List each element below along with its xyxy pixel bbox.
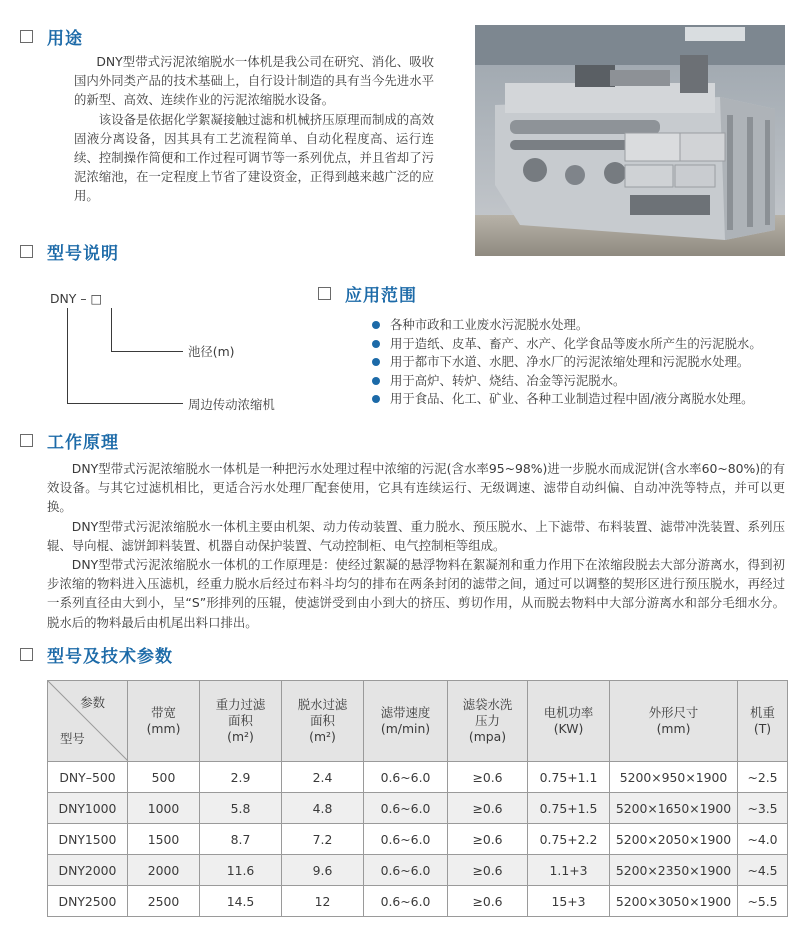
section-header-usage: [20, 25, 83, 47]
diagram-line: [67, 308, 68, 404]
bullet-dot-icon: [372, 321, 380, 329]
product-photo: [475, 25, 785, 256]
table-cell: 12: [282, 886, 364, 917]
list-item: 用于高炉、转炉、烧结、冶金等污泥脱水。: [372, 372, 762, 391]
table-cell: 1000: [128, 793, 200, 824]
table-cell: 4.8: [282, 793, 364, 824]
section-header-application: [318, 282, 417, 304]
column-header-belt-speed: 滤带速度 (m/min): [364, 681, 448, 762]
table-cell: 0.6~6.0: [364, 824, 448, 855]
table-cell: ≥0.6: [448, 793, 528, 824]
checkbox-square-icon: [20, 648, 33, 661]
table-cell: DNY–500: [48, 762, 128, 793]
table-cell: DNY1000: [48, 793, 128, 824]
application-list: [372, 316, 762, 409]
section-title-model: 型号说明: [47, 243, 119, 264]
section-header-specs: [20, 643, 173, 665]
principle-paragraph-3: DNY型带式污泥浓缩脱水一体机的工作原理是：使经过絮凝的悬浮物料在絮凝剂和重力作用下在浓缩段脱去大部分游离水，得到初步浓缩的物料进入压滤机，经重力脱水后经过布料斗均匀的排布在两条封闭的滤带之间，通过可以调整的契形区进行预压脱水，再经过一系列直径由大到小，呈“S”形排列的压辊，使滤饼受到由小到大的挤压、剪切作用，从而脱去物料中大部分游离水和部分毛细水分。脱水后的物料最后由机尾出料口排出。: [47, 557, 785, 630]
table-cell: 9.6: [282, 855, 364, 886]
diagram-line: [67, 403, 183, 404]
column-header-dewater-area: 脱水过滤 面积 (m²): [282, 681, 364, 762]
table-cell: 8.7: [200, 824, 282, 855]
table-cell: ~3.5: [738, 793, 788, 824]
table-cell: 0.6~6.0: [364, 855, 448, 886]
table-cell: ≥0.6: [448, 762, 528, 793]
table-cell: 5200×3050×1900: [610, 886, 738, 917]
section-title-usage: 用途: [47, 28, 83, 49]
usage-paragraph-2: 该设备是依据化学絮凝接触过滤和机械挤压原理而制成的高效固液分离设备，因其具有工艺流程简单、自动化程度高、运行连续、控制操作简便和工作过程可调节等一系列优点，并且省却了污泥浓缩池，在一定程度上节省了建设资金，正得到越来越广泛的应用。: [74, 111, 434, 204]
table-row: [48, 762, 788, 793]
section-title-application: 应用范围: [345, 285, 417, 306]
table-cell: ~5.5: [738, 886, 788, 917]
table-cell: 0.6~6.0: [364, 762, 448, 793]
section-header-model: [20, 240, 119, 262]
model-code: DNY – □: [50, 291, 103, 306]
usage-text-block: [74, 52, 434, 206]
section-title-principle: 工作原理: [47, 432, 119, 453]
table-cell: 2000: [128, 855, 200, 886]
table-cell: 0.6~6.0: [364, 886, 448, 917]
principle-text-block: [47, 459, 785, 632]
table-cell: ~4.5: [738, 855, 788, 886]
table-cell: 5.8: [200, 793, 282, 824]
table-cell: 11.6: [200, 855, 282, 886]
column-header-motor-power: 电机功率 (KW): [528, 681, 610, 762]
table-cell: ~4.0: [738, 824, 788, 855]
checkbox-square-icon: [20, 434, 33, 447]
table-cell: 1500: [128, 824, 200, 855]
diagram-line: [111, 308, 112, 352]
principle-paragraph-2: DNY型带式污泥浓缩脱水一体机主要由机架、动力传动装置、重力脱水、预压脱水、上下滤带、布料装置、滤带冲洗装置、系列压辊、导向棍、滤饼卸料装置、机器自动保护装置、气动控制柜、电气控制柜等组成。: [47, 518, 785, 553]
table-cell: DNY1500: [48, 824, 128, 855]
usage-paragraph-1: DNY型带式污泥浓缩脱水一体机是我公司在研究、消化、吸收国内外同类产品的技术基础上，自行设计制造的具有当今先进水平的新型、高效、连续作业的污泥浓缩脱水设备。: [74, 54, 434, 108]
table-cell: ~2.5: [738, 762, 788, 793]
list-item: 用于造纸、皮革、畜产、水产、化学食品等废水所产生的污泥脱水。: [372, 335, 762, 354]
table-cell: 0.6~6.0: [364, 793, 448, 824]
table-cell: 5200×950×1900: [610, 762, 738, 793]
column-header-belt-width: 带宽 (mm): [128, 681, 200, 762]
table-cell: 5200×1650×1900: [610, 793, 738, 824]
model-label-diameter: 池径(m): [188, 344, 235, 359]
bullet-dot-icon: [372, 395, 380, 403]
table-cell: 2.4: [282, 762, 364, 793]
table-cell: ≥0.6: [448, 886, 528, 917]
table-cell: 15+3: [528, 886, 610, 917]
table-cell: DNY2500: [48, 886, 128, 917]
table-cell: 1.1+3: [528, 855, 610, 886]
table-row: [48, 855, 788, 886]
table-row: [48, 886, 788, 917]
table-cell: 7.2: [282, 824, 364, 855]
list-item: 用于食品、化工、矿业、各种工业制造过程中固/液分离脱水处理。: [372, 390, 762, 409]
table-cell: 0.75+2.2: [528, 824, 610, 855]
table-corner-cell: [48, 681, 128, 762]
table-cell: 0.75+1.5: [528, 793, 610, 824]
checkbox-square-icon: [318, 287, 331, 300]
list-item: 用于都市下水道、水肥、净水厂的污泥浓缩处理和污泥脱水处理。: [372, 353, 762, 372]
checkbox-square-icon: [20, 30, 33, 43]
table-row: [48, 824, 788, 855]
table-cell: 14.5: [200, 886, 282, 917]
bullet-dot-icon: [372, 358, 380, 366]
table-cell: DNY2000: [48, 855, 128, 886]
table-cell: ≥0.6: [448, 824, 528, 855]
column-header-dimensions: 外形尺寸 (mm): [610, 681, 738, 762]
model-label-type: 周边传动浓缩机: [188, 397, 275, 412]
diagram-line: [111, 351, 183, 352]
principle-paragraph-1: DNY型带式污泥浓缩脱水一体机是一种把污水处理过程中浓缩的污泥(含水率95~98%)进一步脱水而成泥饼(含水率60~80%)的有效设备。与其它过滤机相比，更适合污水处理厂配套使用，它具有连续运行、无级调速、滤带自动纠偏、自动冲洗等特点，并可以更换。: [47, 461, 785, 515]
table-cell: ≥0.6: [448, 855, 528, 886]
spec-table: [47, 680, 788, 917]
list-item: 各种市政和工业废水污泥脱水处理。: [372, 316, 762, 335]
table-cell: 0.75+1.1: [528, 762, 610, 793]
section-title-specs: 型号及技术参数: [47, 646, 173, 667]
corner-label-model: 型号: [60, 731, 85, 746]
table-header-row: [48, 681, 788, 762]
table-cell: 5200×2350×1900: [610, 855, 738, 886]
table-row: [48, 793, 788, 824]
table-cell: 500: [128, 762, 200, 793]
column-header-gravity-area: 重力过滤 面积 (m²): [200, 681, 282, 762]
corner-label-param: 参数: [80, 695, 105, 710]
bullet-dot-icon: [372, 340, 380, 348]
column-header-weight: 机重 (T): [738, 681, 788, 762]
table-cell: 5200×2050×1900: [610, 824, 738, 855]
column-header-wash-pressure: 滤袋水洗 压力 (mpa): [448, 681, 528, 762]
section-header-principle: [20, 429, 119, 451]
checkbox-square-icon: [20, 245, 33, 258]
table-cell: 2.9: [200, 762, 282, 793]
diagonal-line: [48, 681, 128, 761]
table-cell: 2500: [128, 886, 200, 917]
bullet-dot-icon: [372, 377, 380, 385]
